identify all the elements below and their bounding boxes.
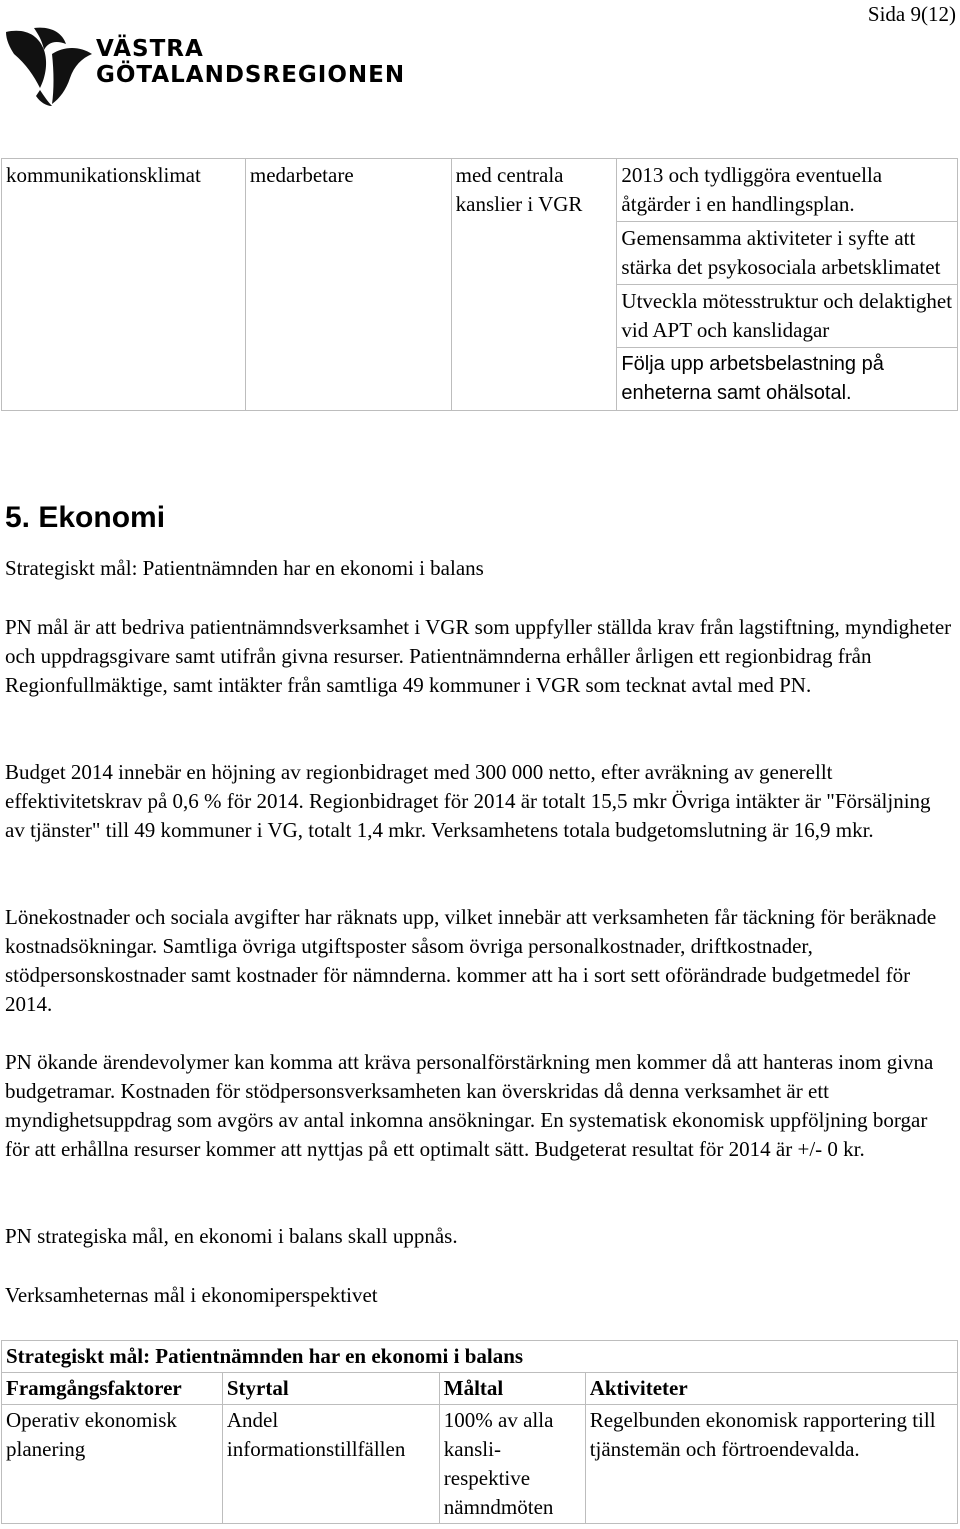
table-row (2, 1341, 958, 1373)
table-cell: medarbetare (245, 159, 451, 411)
logo-line-1: VÄSTRA (96, 36, 204, 62)
column-header: Aktiviteter (585, 1373, 957, 1405)
goals-table (1, 1340, 958, 1524)
table-cell: Andel informationstillfällen (222, 1405, 439, 1524)
vgr-logo-text (96, 36, 405, 88)
table-title: Strategiskt mål: Patientnämnden har en ekonomi i balans (2, 1341, 958, 1373)
column-header: Styrtal (222, 1373, 439, 1405)
table-cell: Regelbunden ekonomisk rapportering till tjänstemän och förtroendevalda. (585, 1405, 957, 1524)
vgr-logo (4, 24, 406, 108)
table-header-row (2, 1373, 958, 1405)
paragraph: PN mål är att bedriva patientnämndsverksamhet i VGR som uppfyller ställda krav från lagstiftning, myndigheter och uppdragsgivare samt utifrån givna resurser. Patientnämnderna erhåller årligen ett regionbidrag från Regionfullmäktige, samt intäkter från samtliga 49 kommuner i VGR som tecknat avtal med PN. (5, 615, 952, 697)
table-cell: Operativ ekonomisk planering (2, 1405, 223, 1524)
table-cell: Gemensamma aktiviteter i syfte att stärka det psykosociala arbetsklimatet (617, 222, 958, 285)
paragraph: PN strategiska mål, en ekonomi i balans skall uppnås. (5, 1224, 458, 1248)
paragraph: Budget 2014 innebär en höjning av regionbidraget med 300 000 netto, efter avräkning av generellt effektivitetskrav på 0,6 % för 2014. Regionbidraget för 2014 är totalt 15,5 mkr Övriga intäkter är "Försäljning av tjänster" till 49 kommuner i VG, totalt 1,4 mkr. Verksamhetens totala budgetomslutning är 16,9 mkr. (5, 760, 931, 842)
paragraph: Verksamheternas mål i ekonomiperspektivet (5, 1283, 378, 1307)
logo-line-2: GÖTALANDSREGIONEN (96, 62, 406, 88)
strategic-goal: Strategiskt mål: Patientnämnden har en ekonomi i balans (5, 556, 484, 580)
vgr-logo-mark-icon (4, 24, 96, 108)
page-number: Sida 9(12) (867, 2, 956, 26)
table-row (2, 159, 958, 222)
table-cell: 100% av alla kansli-respektive nämndmöten (439, 1405, 585, 1524)
column-header: Måltal (439, 1373, 585, 1405)
column-header: Framgångsfaktorer (2, 1373, 223, 1405)
table-cell: med centrala kanslier i VGR (451, 159, 617, 411)
table-cell: 2013 och tydliggöra eventuella åtgärder i en handlingsplan. (617, 159, 958, 222)
table-cell: Utveckla mötesstruktur och delaktighet vid APT och kanslidagar (617, 285, 958, 348)
paragraph: PN ökande ärendevolymer kan komma att kräva personalförstärkning men kommer då att hanteras inom givna budgetramar. Kostnaden för stödpersonsverksamheten kan överskridas då denna verksamhet är ett myndighetsuppdrag som avgörs av antal inkomna ansökningar. En systematisk ekonomisk uppföljning borgar för att erhållna resurser kommer att nyttjas på ett optimalt sätt. Budgeterat resultat för 2014 är +/- 0 kr. (5, 1050, 934, 1161)
table-cell: kommunikationsklimat (2, 159, 246, 411)
continuation-table (1, 158, 958, 411)
table-row (2, 1405, 958, 1524)
section-heading: 5. Ekonomi (5, 501, 166, 534)
table-cell: Följa upp arbetsbelastning på enheterna samt ohälsotal. (617, 348, 958, 411)
paragraph: Lönekostnader och sociala avgifter har räknats upp, vilket innebär att verksamheten får täckning för beräknade kostnadsökningar. Samtliga övriga utgiftsposter såsom övriga personalkostnader, driftkostnader, stödpersonskostnader samt kostnader för nämnderna. kommer att ha i sort sett oförändrade budgetmedel för 2014. (5, 905, 937, 1016)
